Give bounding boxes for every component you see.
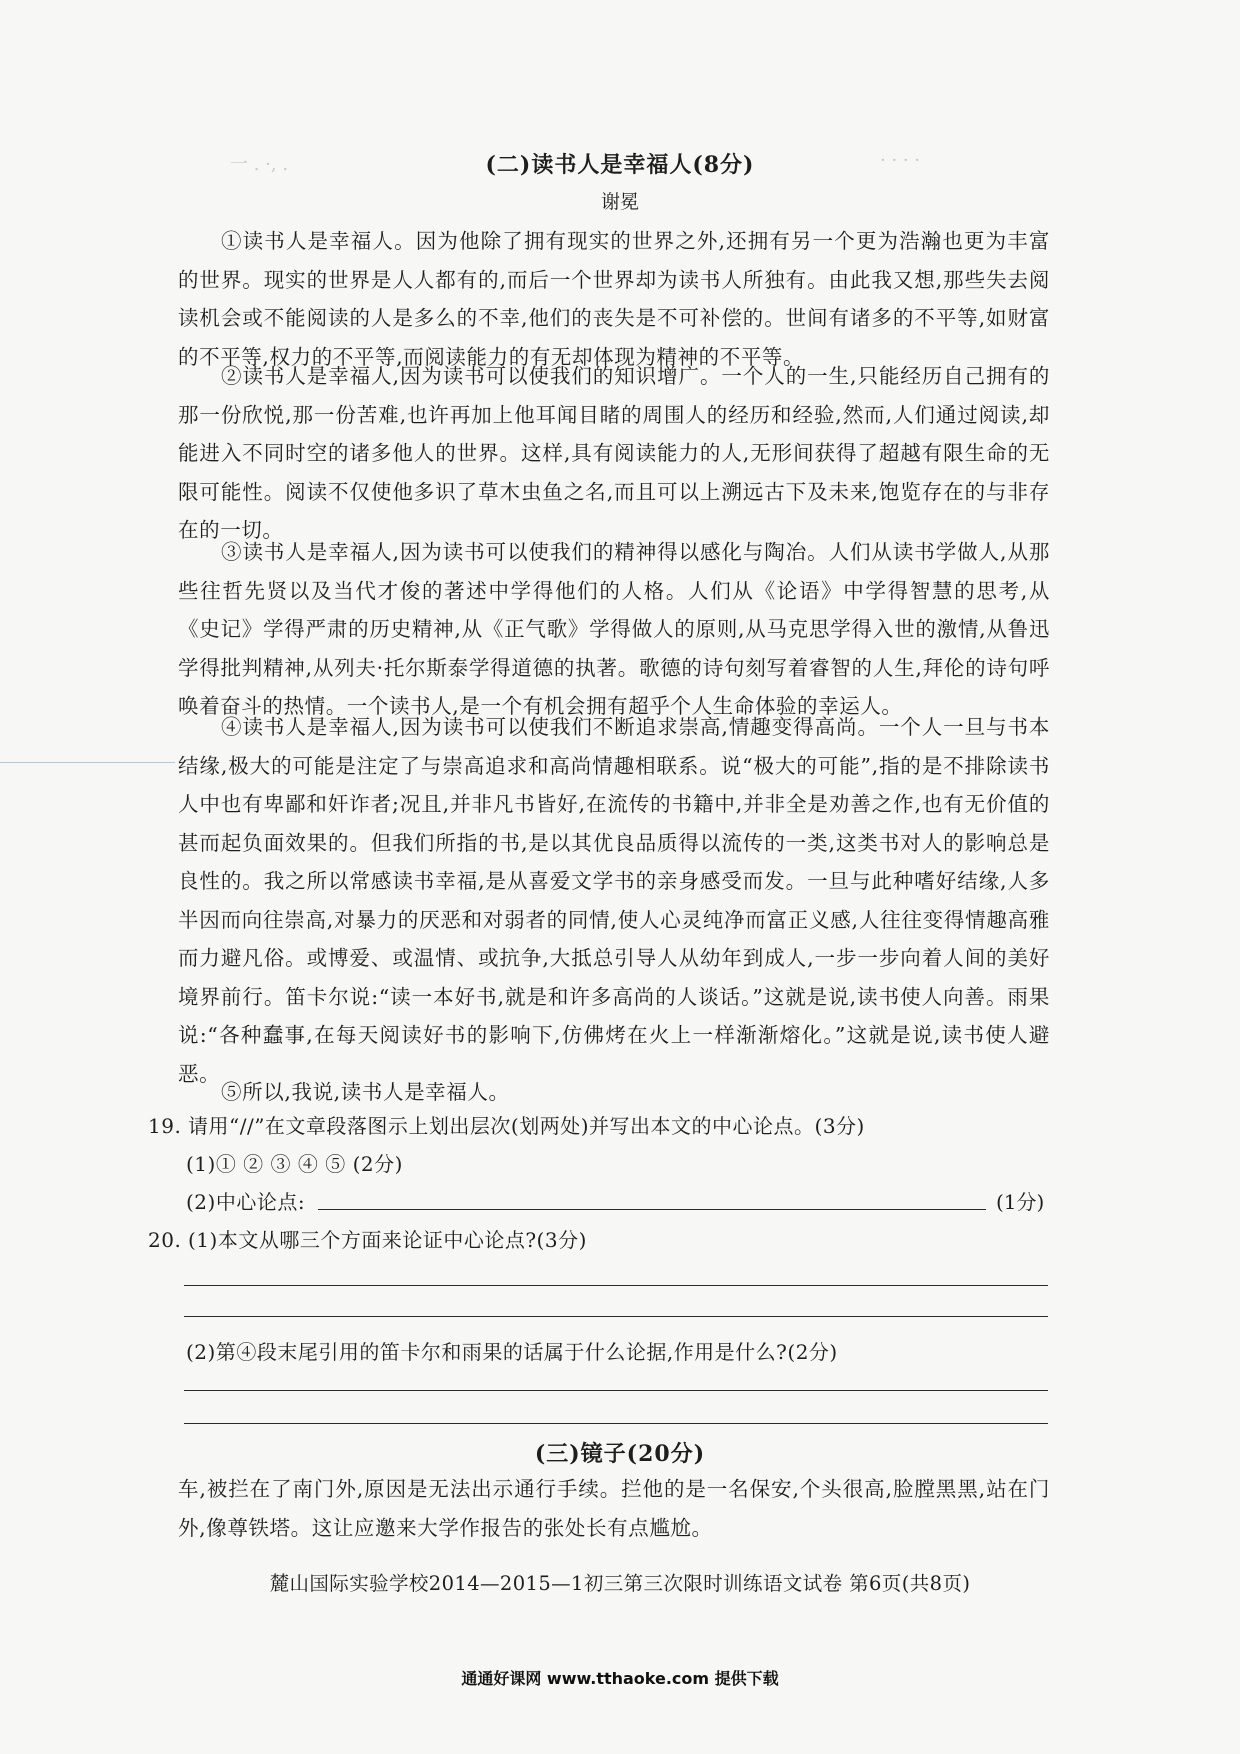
article-paragraph-mirror: 车,被拦在了南门外,原因是无法出示通行手续。拦他的是一名保安,个头很高,脸膛黑黑,站在门外,像尊铁塔。这让应邀来大学作报告的张处长有点尴尬。: [178, 1477, 1050, 1540]
section-title: (三)镜子(20分): [534, 1441, 706, 1467]
bleed-through-text: · · · ·: [880, 150, 921, 171]
article-paragraph-5: ⑤所以,我说,读书人是幸福人。: [221, 1080, 510, 1104]
question-19-part-2-score: (1分): [996, 1190, 1045, 1214]
answer-line[interactable]: [184, 1285, 1048, 1286]
central-argument-answer-line[interactable]: [318, 1209, 986, 1210]
article-paragraph-2: ②读书人是幸福人,因为读书可以使我们的知识增广。一个人的一生,只能经历自己拥有的那一份欣悦,那一份苦难,也许再加上他耳闻目睹的周围人的经历和经验,然而,人们通过阅读,却能进入不同时空的诸多他人的世界。这样,具有阅读能力的人,无形间获得了超越有限生命的无限可能性。阅读不仅使他多识了草木虫鱼之名,而且可以上溯远古下及未来,饱览存在的与非存在的一切。: [178, 364, 1050, 542]
question-number: 20.: [148, 1228, 182, 1252]
section-title: (二)读书人是幸福人(8分): [485, 152, 755, 178]
answer-line[interactable]: [184, 1390, 1048, 1391]
article-paragraph-3: ③读书人是幸福人,因为读书可以使我们的精神得以感化与陶冶。人们从读书学做人,从那些往哲先贤以及当代才俊的著述中学得他们的人格。人们从《论语》中学得智慧的思考,从《史记》学得严肃的历史精神,从《正气歌》学得做人的原则,从马克思学得入世的激情,从鲁迅学得批判精神,从列夫·托尔斯泰学得道德的执著。歌德的诗句刻写着睿智的人生,拜伦的诗句呼唤着奋斗的热情。一个读书人,是一个有机会拥有超乎个人生命体验的幸运人。: [178, 540, 1050, 718]
question-20-part-2: (2)第④段末尾引用的笛卡尔和雨果的话属于什么论据,作用是什么?(2分): [186, 1340, 838, 1364]
question-text: (1)本文从哪三个方面来论证中心论点?(3分): [188, 1228, 587, 1252]
question-19: [148, 1110, 865, 1139]
article-paragraph-1: ①读书人是幸福人。因为他除了拥有现实的世界之外,还拥有另一个更为浩瀚也更为丰富的世界。现实的世界是人人都有的,而后一个世界却为读书人所独有。由此我又想,那些失去阅读机会或不能阅读的人是多么的不幸,他们的丧失是不可补偿的。世间有诸多的不平等,如财富的不平等,权力的不平等,而阅读能力的有无却体现为精神的不平等。: [178, 229, 1050, 369]
site-watermark: 通通好课网 www.tthaoke.com 提供下载: [461, 1669, 779, 1688]
bleed-through-text: 一 . ·, .: [230, 154, 289, 175]
article-paragraph-4: ④读书人是幸福人,因为读书可以使我们不断追求崇高,情趣变得高尚。一个人一旦与书本结缘,极大的可能是注定了与崇高追求和高尚情趣相联系。说“极大的可能”,指的是不排除读书人中也有卑鄙和奸诈者;况且,并非凡书皆好,在流传的书籍中,并非全是劝善之作,也有无价值的甚而起负面效果的。但我们所指的书,是以其优良品质得以流传的一类,这类书对人的影响总是良性的。我之所以常感读书幸福,是从喜爱文学书的亲身感受而发。一旦与此种嗜好结缘,人多半因而向往崇高,对暴力的厌恶和对弱者的同情,使人心灵纯净而富正义感,人往往变得情趣高雅而力避凡俗。或博爱、或温情、或抗争,大抵总引导人从幼年到成人,一步一步向着人间的美好境界前行。笛卡尔说:“读一本好书,就是和许多高尚的人谈话。”这就是说,读书使人向善。雨果说:“各种蠢事,在每天阅读好书的影响下,仿佛烤在火上一样渐渐熔化。”这就是说,读书使人避恶。: [178, 715, 1050, 1086]
question-20: [148, 1224, 587, 1253]
question-number: 19.: [148, 1114, 182, 1138]
question-19-part-2: (2)中心论点:: [186, 1190, 306, 1214]
page-footer: 麓山国际实验学校2014—2015—1初三第三次限时训练语文试卷 第6页(共8页): [269, 1572, 971, 1595]
answer-line[interactable]: [184, 1316, 1048, 1317]
question-19-part-1: (1)① ② ③ ④ ⑤ (2分): [186, 1152, 403, 1176]
question-text: 请用“//”在文章段落图示上划出层次(划两处)并写出本文的中心论点。(3分): [188, 1114, 865, 1138]
author-name: 谢冕: [600, 191, 639, 213]
margin-scan-line: [0, 762, 175, 763]
answer-line[interactable]: [184, 1423, 1048, 1424]
